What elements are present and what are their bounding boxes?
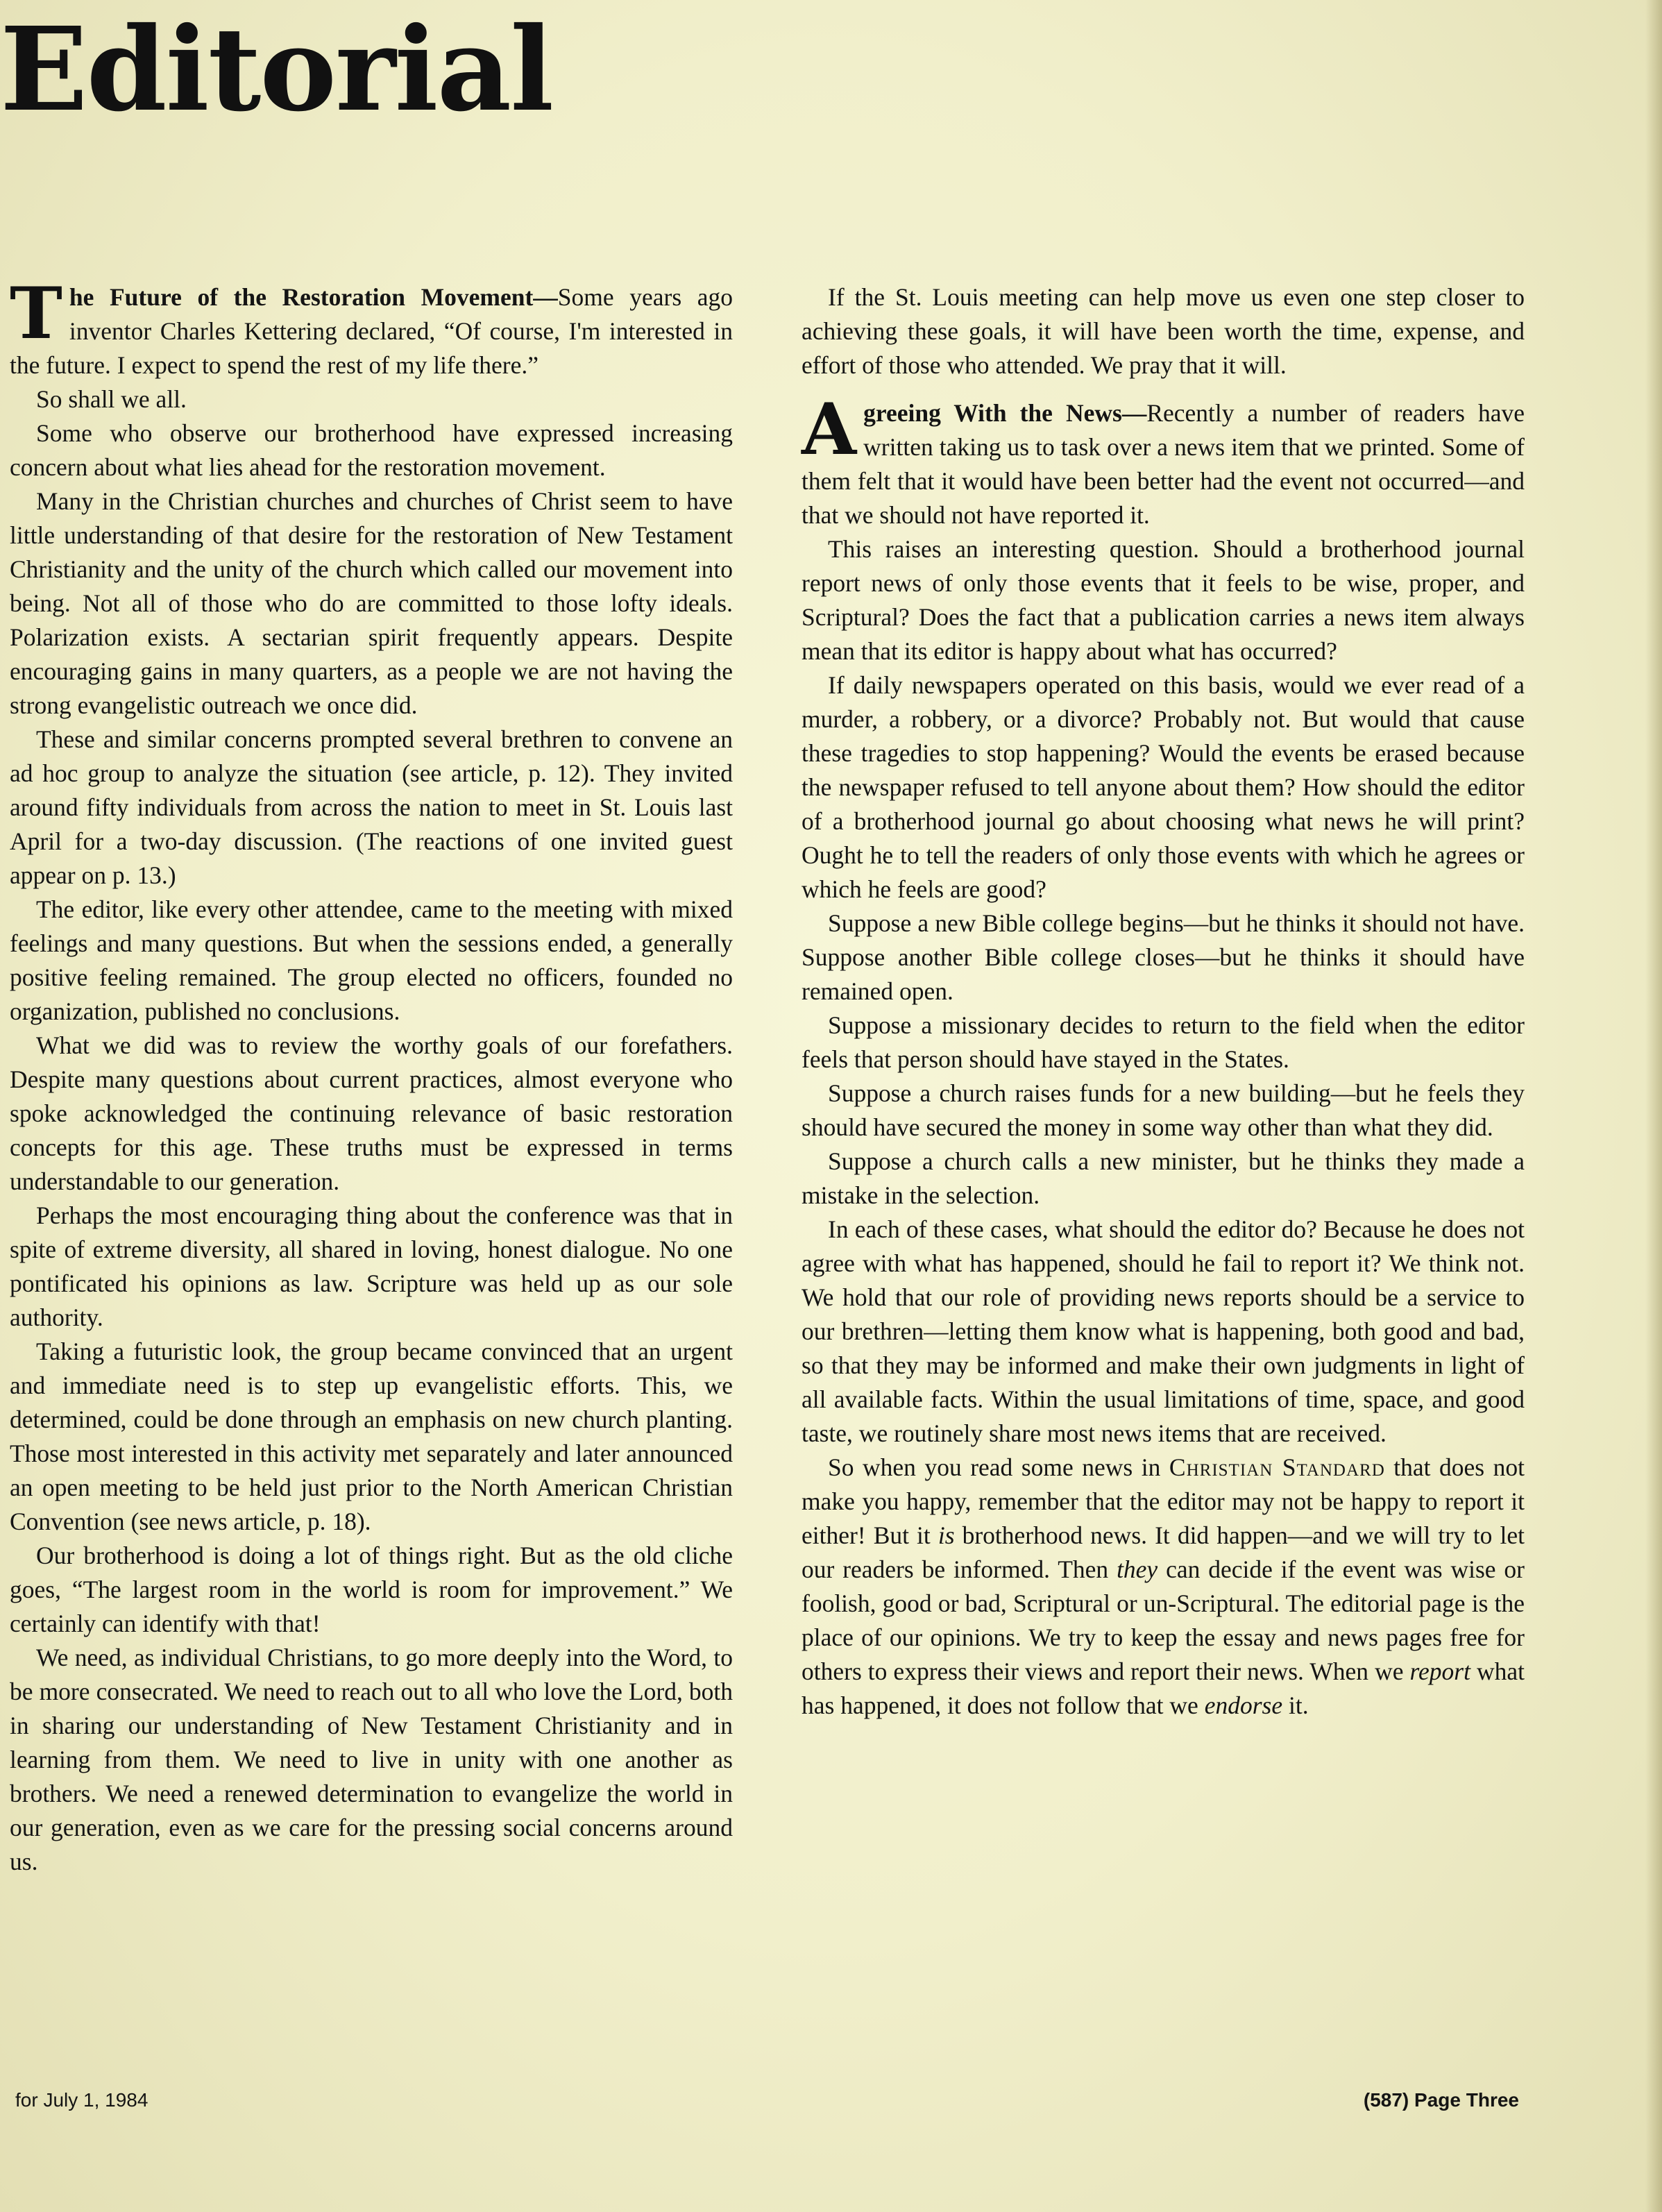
paragraph: The editor, like every other attendee, came to the meeting with mixed feelings and many questions. But when the sessions ended, a generally positive feeling remained. The group elected no officers, founded no organization, published no conclusions. xyxy=(10,895,733,1025)
dropcap-letter: T xyxy=(10,272,62,355)
emphasis-they: they xyxy=(1117,1555,1158,1583)
paragraph: If daily newspapers operated on this basis, would we ever read of a murder, a robbery, or a divorce? Probably not. But would that cause these tragedies to stop happening? Would the events be erased because the newspaper refused to tell anyone about them? How should the editor of a brotherhood journal go about choosing what news he will print? Ought he to tell the readers of only those events with which he agrees or which he feels are good? xyxy=(802,671,1525,903)
footer-date: for July 1, 1984 xyxy=(15,2089,149,2111)
text-run: So when you read some news in xyxy=(828,1453,1169,1481)
footer-page-number: (587) Page Three xyxy=(1363,2089,1519,2111)
article-opening-paragraph xyxy=(802,388,1525,532)
paragraph: In each of these cases, what should the editor do? Because he does not agree with what has happened, should he fail to report it? We think not. We hold that our role of providing news reports should be a service to our brethren—letting them know what is happening, both good and bad, so that they may be informed and make their own judgments in light of all available facts. Within the usual limitations of time, space, and good taste, we routinely share most news items that are received. xyxy=(802,1215,1525,1447)
paragraph: So shall we all. xyxy=(36,385,187,413)
paragraph: Suppose a church raises funds for a new building—but he feels they should have secured the money in some way other than what they did. xyxy=(802,1079,1525,1141)
paragraph: Our brotherhood is doing a lot of things right. But as the old cliche goes, “The largest room in the world is room for improvement.” We certainly can identify with that! xyxy=(10,1542,733,1637)
text-run: can decide if the event was wise or foolish, good or bad, Scriptural or un-Scriptural. The editorial page is the place of our opinions. We try to keep the essay and news pages free for others to express their views and report their news. When we xyxy=(802,1555,1525,1685)
paragraph: Taking a futuristic look, the group became convinced that an urgent and immediate need is to step up evangelistic efforts. This, we determined, could be done through an emphasis on new church planting. Those most interested in this activity met separately and later announced an open meeting to be held just prior to the North American Christian Convention (see news article, p. 18). xyxy=(10,1337,733,1535)
paragraph: Some who observe our brotherhood have expressed increasing concern about what lies ahead for the restoration movement. xyxy=(10,419,733,481)
article-heading-future: he Future of the Restoration Movement— xyxy=(69,283,558,311)
page-title: Editorial xyxy=(0,2,553,137)
article-heading-news: greeing With the News— xyxy=(863,399,1147,427)
paragraph: Suppose a missionary decides to return to the field when the editor feels that person should have stayed in the States. xyxy=(802,1011,1525,1073)
right-column xyxy=(802,280,1525,1723)
article-opening-paragraph xyxy=(10,272,733,382)
paragraph: Many in the Christian churches and churches of Christ seem to have little understanding of that desire for the restoration of New Testament Christianity and the unity of the church which called our movement into being. Not all of those who do are committed to those lofty ideals. Polarization exists. A sectarian spirit frequently appears. Despite encouraging gains in many quarters, as a people we are not having the strong evangelistic outreach we once did. xyxy=(10,487,733,719)
left-column xyxy=(10,272,733,1879)
text-run: what has happened, it does not follow that we xyxy=(802,1657,1525,1719)
publication-name: Christian Standard xyxy=(1169,1453,1385,1481)
paragraph: We need, as individual Christians, to go more deeply into the Word, to be more consecrated. We need to reach out to all who love the Lord, both in sharing our understanding of New Testament Christianity and in learning from them. We need to live in unity with one another as brothers. We need a renewed determination to evangelize the world in our generation, even as we care for the pressing social concerns around us. xyxy=(10,1644,733,1875)
paragraph-text: Some years ago inventor Charles Kettering declared, “Of course, I'm interested in the future. I expect to spend the rest of my life there.” xyxy=(10,283,733,379)
emphasis-report: report xyxy=(1409,1657,1470,1685)
paragraph: This raises an interesting question. Should a brotherhood journal report news of only those events that it feels to be wise, proper, and Scriptural? Does the fact that a publication carries a news item always mean that its editor is happy about what has occurred? xyxy=(802,535,1525,665)
paragraph-closing xyxy=(802,1451,1525,1723)
paragraph: Suppose a church calls a new minister, but he thinks they made a mistake in the selection. xyxy=(802,1147,1525,1209)
text-run: brotherhood news. It did happen—and we will try to let our readers be informed. Then xyxy=(802,1521,1525,1583)
dropcap-letter: A xyxy=(802,388,857,471)
paragraph: Perhaps the most encouraging thing about the conference was that in spite of extreme diversity, all shared in loving, honest dialogue. No one pontificated his opinions as law. Scripture was held up as our sole authority. xyxy=(10,1201,733,1331)
paragraph: What we did was to review the worthy goals of our forefathers. Despite many questions about current practices, almost everyone who spoke acknowledged the continuing relevance of basic restoration concepts for this age. These truths must be expressed in terms understandable to our generation. xyxy=(10,1031,733,1195)
page-edge-shadow xyxy=(1645,0,1662,2212)
paragraph: Suppose a new Bible college begins—but he thinks it should not have. Suppose another Bible college closes—but he thinks it should have remained open. xyxy=(802,909,1525,1005)
paragraph-text: Recently a number of readers have written taking us to task over a news item that we printed. Some of them felt that it would have been better had the event not occurred—and that we should not have reported it. xyxy=(802,399,1525,529)
text-run: it. xyxy=(1282,1691,1309,1719)
text-run: that does not make you happy, remember that the editor may not be happy to report it either! But it xyxy=(802,1453,1525,1549)
paragraph: These and similar concerns prompted several brethren to convene an ad hoc group to analyze the situation (see article, p. 12). They invited around fifty individuals from across the nation to meet in St. Louis last April for a two-day discussion. (The reactions of one invited guest appear on p. 13.) xyxy=(10,725,733,889)
paragraph: If the St. Louis meeting can help move us even one step closer to achieving these goals, it will have been worth the time, expense, and effort of those who attended. We pray that it will. xyxy=(802,283,1525,379)
emphasis-is: is xyxy=(938,1521,955,1549)
emphasis-endorse: endorse xyxy=(1204,1691,1283,1719)
